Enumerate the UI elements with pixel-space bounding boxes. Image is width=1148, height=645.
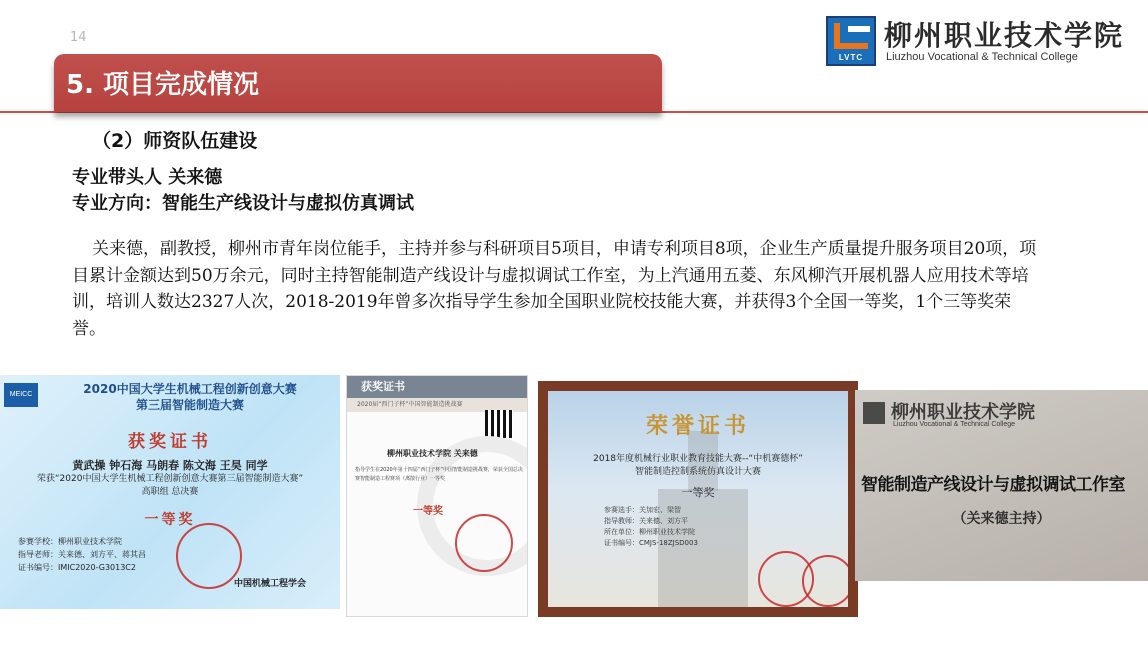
page-title: 5. 项目完成情况 xyxy=(66,70,260,100)
studio-plaque-photo xyxy=(855,390,1148,581)
cert1-title: 获奖证书 xyxy=(128,432,212,452)
bio-paragraph: 关来德，副教授，柳州市青年岗位能手，主持并参与科研项目5项目，申请专利项目8项，企业生产质量提升服务项目20项，项目累计金额达到50万余元，同时主持智能制造产线设计与虚拟调试工作室，为上汽通用五菱、东风柳汽开展机器人应用技术等培训，培训人数达2327人次，2018-2019年曾多次指导学生参加全国职业院校技能大赛，并获得3个全国一等奖，1个三等奖荣誉。 xyxy=(72,239,1037,339)
logo-chinese-name: 柳州职业技术学院 xyxy=(884,19,1125,52)
cert2-text: 指导学生在2020年第十四届“西门子杯”中国智能制造挑战赛，荣获全国总决赛智能制造工程赛项（离散行业）一等奖 xyxy=(355,467,523,482)
lvtc-logo-icon xyxy=(826,16,876,66)
cert1-issuer: 中国机械工程学会 xyxy=(233,579,306,589)
cert1-header-line2: 第三届智能制造大赛 xyxy=(135,398,244,412)
certificate-photo-honor xyxy=(538,381,858,617)
cert1-grade: 一等奖 xyxy=(144,512,196,528)
slide-number: 14 xyxy=(70,30,87,45)
cert2-subtitle: 2020届“西门子杯”中国智能制造挑战赛 xyxy=(347,398,527,412)
title-bar xyxy=(54,54,662,112)
cert1-header-line1: 2020中国大学生机械工程创新创意大赛 xyxy=(83,382,297,396)
leader-name: 专业带头人 关来德 xyxy=(72,167,223,188)
cert3-title: 荣誉证书 xyxy=(645,413,750,439)
cert3-info-contestants: 参赛选手：关加宏、梁智 xyxy=(604,506,681,514)
meicc-logo: MEICC xyxy=(4,383,38,407)
seal-stamp xyxy=(455,514,513,572)
plaque-logo-cn: 柳州职业技术学院 xyxy=(891,402,1035,423)
college-logo xyxy=(826,16,1125,70)
cert3-info xyxy=(604,505,698,549)
cert2-school: 柳州职业技术学院 关来德 xyxy=(387,449,478,458)
logo-mark-text: LVTC xyxy=(838,53,864,62)
plaque-logo-en: Liuzhou Vocational & Technical College xyxy=(893,421,1016,428)
cert2-grade: 一等奖 xyxy=(413,506,443,517)
seal-stamp xyxy=(802,555,848,607)
cert3-info-number: 证书编号：CMJS-18ZJSD003 xyxy=(604,539,698,547)
cert3-info-teachers: 指导教师：关来德、刘方平 xyxy=(604,517,688,525)
cert1-meta xyxy=(18,535,146,574)
seal-stamp xyxy=(176,523,242,589)
cert1-award-text xyxy=(10,473,330,499)
section-subtitle: （2）师资队伍建设 xyxy=(92,130,258,152)
cert3-info-unit: 所在单位：柳州职业技术学院 xyxy=(604,528,695,536)
cert1-meta-number: 证书编号：IMIC2020-G3013C2 xyxy=(18,563,136,572)
qr-code-icon xyxy=(485,410,513,438)
cert1-names: 黄武操 钟石海 马朗春 陈文海 王昊 同学 xyxy=(72,459,268,472)
cert1-header xyxy=(44,381,336,413)
plaque-title: 智能制造产线设计与虚拟调试工作室 xyxy=(861,475,1125,495)
cert3-grade: 一等奖 xyxy=(681,486,715,499)
cert1-meta-teachers: 指导老师：关来德、刘方平、蒋其昌 xyxy=(18,550,146,559)
cert3-line2: 智能制造控制系统仿真设计大赛 xyxy=(634,467,761,477)
college-logo-icon xyxy=(863,402,885,424)
cert1-meta-school: 参赛学校：柳州职业技术学院 xyxy=(18,537,122,546)
leader-direction: 专业方向：智能生产线设计与虚拟仿真调试 xyxy=(72,193,414,214)
plaque-host: （关来德主持） xyxy=(952,511,1051,527)
cert3-line1: 2018年度机械行业职业教育技能大赛--“中机赛德杯” xyxy=(593,454,803,464)
cert2-banner: 获奖证书 xyxy=(347,376,527,398)
logo-english-name: Liuzhou Vocational & Technical College xyxy=(886,51,1078,63)
certificate-photo-siemens xyxy=(346,375,528,617)
cert1-award-line2: 高职组 总决赛 xyxy=(141,487,199,497)
certificate-photo-meicc xyxy=(0,375,340,609)
cert1-award-line1: 荣获“2020中国大学生机械工程创新创意大赛第三届智能制造大赛” xyxy=(36,474,304,484)
